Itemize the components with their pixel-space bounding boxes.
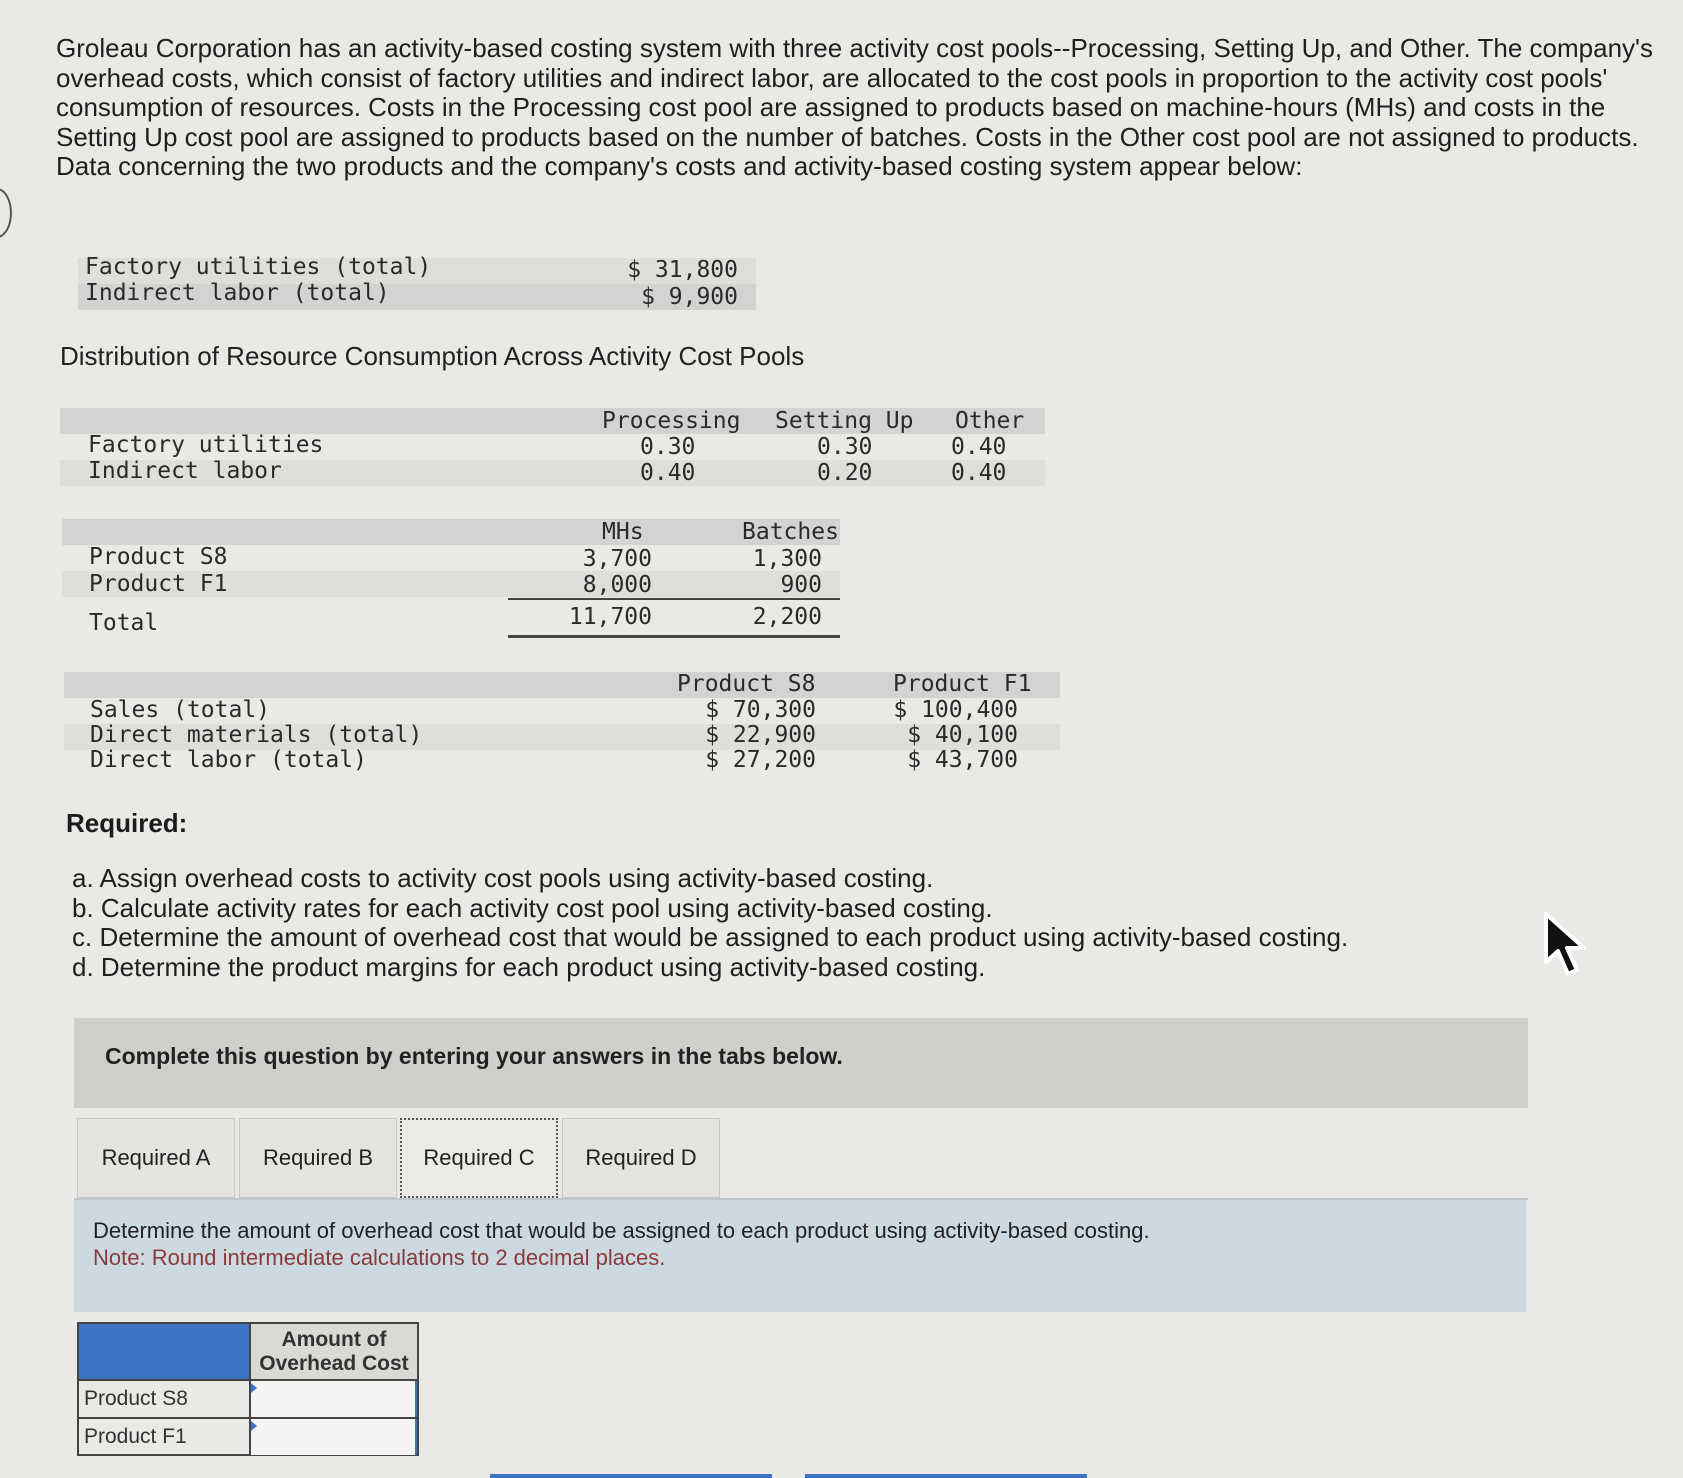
- overhead-f1-input[interactable]: [249, 1419, 417, 1455]
- question-panel: [74, 1200, 1526, 1312]
- col-product-f1: Product F1: [893, 671, 1032, 697]
- cell: 0.20: [817, 460, 873, 486]
- col-mhs: MHs: [602, 519, 644, 545]
- answer-table: [77, 1322, 419, 1456]
- row-label: Product F1: [84, 1425, 187, 1448]
- cell: $ 70,300: [705, 697, 816, 723]
- cell: 0.30: [640, 434, 696, 460]
- cell: $ 27,200: [705, 747, 816, 773]
- cell: 2,200: [752, 604, 822, 630]
- row-label: Sales (total): [90, 697, 271, 723]
- answer-table-header: Amount of Overhead Cost: [249, 1324, 417, 1379]
- required-item-c: c. Determine the amount of overhead cost that would be assigned to each product using activity-based costing.: [72, 922, 1349, 952]
- overhead-s8-input[interactable]: [249, 1381, 417, 1417]
- tab-required-d[interactable]: Required D: [562, 1118, 720, 1198]
- cell: 0.30: [817, 434, 873, 460]
- indirect-labor-label: Indirect labor (total): [85, 280, 390, 306]
- cell: $ 40,100: [907, 722, 1018, 748]
- required-item-d: d. Determine the product margins for each product using activity-based costing.: [72, 951, 986, 982]
- cell: $ 100,400: [893, 697, 1018, 723]
- cell: $ 43,700: [907, 747, 1018, 773]
- factory-utilities-label: Factory utilities (total): [85, 254, 432, 280]
- tab-required-b[interactable]: Required B: [239, 1118, 397, 1198]
- cell: 900: [780, 572, 822, 598]
- question-instruction: Determine the amount of overhead cost that would be assigned to each product using activity-based costing.: [93, 1218, 1150, 1243]
- tab-required-c[interactable]: Required C: [400, 1118, 558, 1198]
- table-row: [79, 1379, 417, 1417]
- answer-table-corner: [79, 1324, 249, 1379]
- cell: 0.40: [951, 460, 1007, 486]
- cell: 3,700: [582, 546, 652, 572]
- distribution-title: Distribution of Resource Consumption Across Activity Cost Pools: [60, 341, 805, 371]
- cell: 8,000: [582, 572, 652, 598]
- required-item-a: a. Assign overhead costs to activity cost pools using activity-based costing.: [72, 863, 934, 893]
- complete-text: Complete this question by entering your answers in the tabs below.: [105, 1043, 843, 1069]
- table-row: [79, 1417, 417, 1455]
- cell: 0.40: [640, 460, 696, 486]
- cell: 0.40: [951, 434, 1007, 460]
- row-label: Product S8: [84, 1387, 188, 1410]
- required-list: [72, 864, 1348, 982]
- row-label: Factory utilities: [88, 432, 324, 458]
- problem-intro: Groleau Corporation has an activity-based costing system with three activity cost pools--Processing, Setting Up, and Other. The company's overhead costs, which consist of factory utilities and indirect labor, are allocated to the cost pools in proportion to the activity cost pools' consumption of resources. Costs in the Processing cost pool are assigned to products based on machine-hours (MHs) and costs in the Setting Up cost pool are assigned to products based on the number of batches. Costs in the Other cost pool are not assigned to products. Data concerning the two products and the company's costs and activity-based costing system appear below:: [56, 33, 1654, 181]
- total-label: Total: [89, 610, 159, 636]
- prev-button-edge[interactable]: [490, 1474, 772, 1478]
- row-label: Product S8: [89, 544, 228, 570]
- edge-circle-icon: [0, 188, 12, 238]
- next-button-edge[interactable]: [805, 1474, 1087, 1478]
- required-heading: Required:: [66, 808, 188, 838]
- col-setting-up: Setting Up: [775, 408, 914, 434]
- row-label: Product F1: [89, 571, 228, 597]
- factory-utilities-value: $ 31,800: [627, 257, 738, 283]
- col-processing: Processing: [602, 408, 741, 434]
- row-label: Direct materials (total): [90, 722, 423, 748]
- col-other: Other: [955, 408, 1025, 434]
- cell: $ 22,900: [705, 722, 816, 748]
- tab-required-a[interactable]: Required A: [77, 1118, 235, 1198]
- cell: 11,700: [568, 604, 652, 630]
- row-label: Direct labor (total): [90, 747, 367, 773]
- rounding-note: Note: Round intermediate calculations to 2 decimal places.: [93, 1245, 666, 1270]
- required-item-b: b. Calculate activity rates for each activity cost pool using activity-based costing.: [72, 892, 993, 923]
- instructions-banner: [74, 1018, 1528, 1108]
- cell: 1,300: [752, 546, 822, 572]
- mouse-pointer-icon: [1540, 910, 1600, 982]
- row-label: Indirect labor: [88, 458, 282, 484]
- col-product-s8: Product S8: [677, 671, 816, 697]
- col-batches: Batches: [742, 519, 839, 545]
- indirect-labor-value: $ 9,900: [641, 284, 738, 310]
